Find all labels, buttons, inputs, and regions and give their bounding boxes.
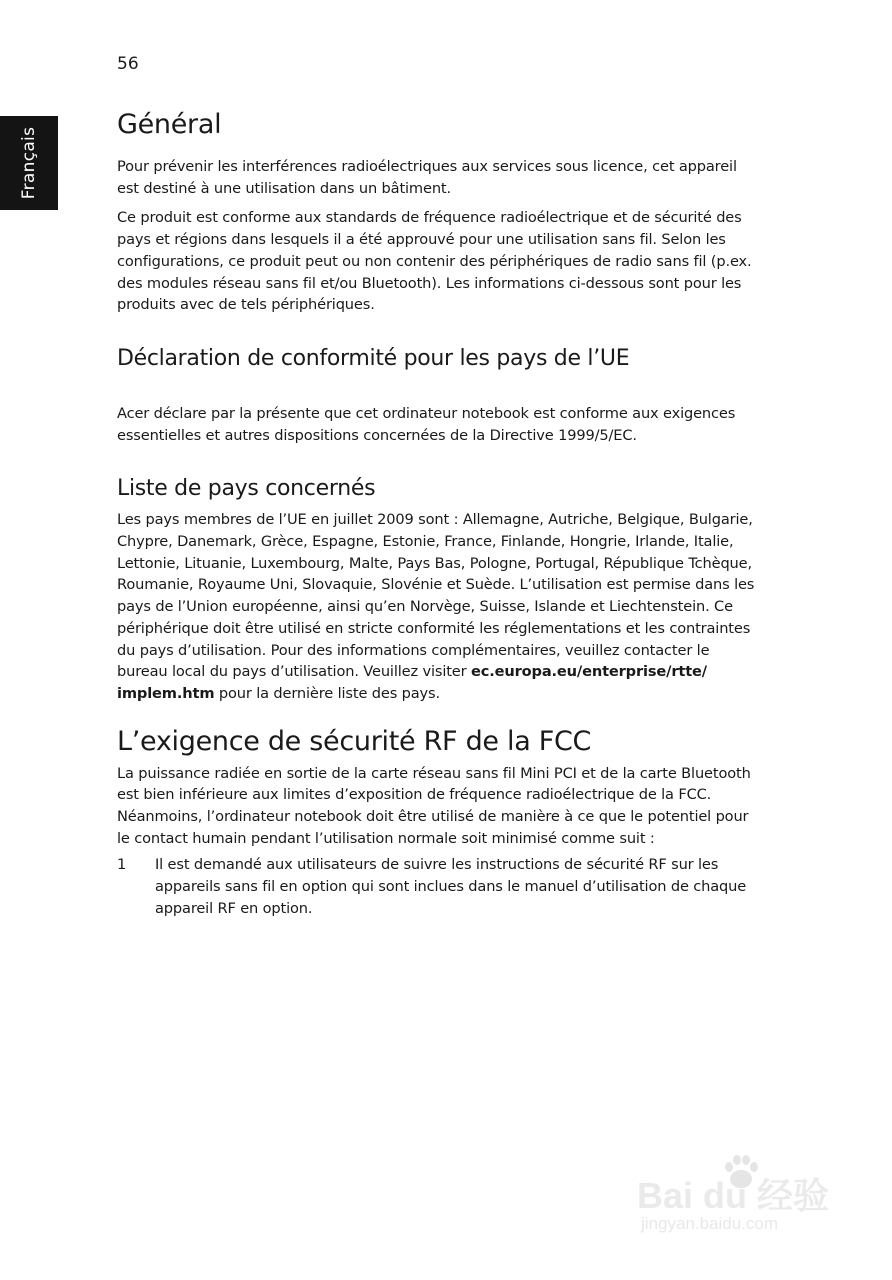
language-tab: [0, 116, 58, 210]
country-list-text-end: pour la dernière liste des pays.: [214, 684, 440, 702]
baidu-jingyan-watermark: [633, 1150, 843, 1250]
general-paragraph-1: Pour prévenir les interférences radioélectriques aux services sous licence, cet appareil est destiné à une utilisation dans un bâtiment.: [117, 158, 737, 197]
watermark-url: jingyan.baidu.com: [641, 1214, 779, 1233]
country-list-paragraph: [117, 509, 757, 704]
watermark-logo: Bai du 经验: [637, 1175, 830, 1216]
heading-declaration: Déclaration de conformité pour les pays de l’UE: [117, 345, 630, 371]
list-item-number: 1: [117, 856, 127, 874]
general-paragraph-2: Ce produit est conforme aux standards de fréquence radioélectrique et de sécurité des pays et régions dans lesquels il a été approuvé pour une utilisation sans fil. Selon les configurations, ce produit peut ou non contenir des périphériques de radio sans fil (p.ex. des modules réseau sans fil et/ou Bluetooth). Les informations ci-dessous sont pour les produits avec de tels périphériques.: [117, 209, 752, 314]
fcc-paragraph: La puissance radiée en sortie de la carte réseau sans fil Mini PCI et de la carte Bluetooth est bien inférieure aux limites d’exposition de fréquence radioélectrique de la FCC. Néanmoins, l’ordinateur notebook doit être utilisé de manière à ce que le potentiel pour le contact humain pendant l’utilisation normale soit minimisé comme suit :: [117, 764, 751, 847]
page-number: 56: [117, 54, 139, 74]
list-item-text: Il est demandé aux utilisateurs de suivre les instructions de sécurité RF sur les appareils sans fil en option qui sont inclues dans le manuel d’utilisation de chaque appareil RF en option.: [155, 856, 747, 917]
europa-link: ec.europa.eu/enterprise/rtte/ implem.htm: [117, 663, 707, 702]
heading-country-list: Liste de pays concernés: [117, 476, 376, 502]
country-list-text: Les pays membres de l’UE en juillet 2009 sont : Allemagne, Autriche, Belgique, Bulgarie, Chypre, Danemark, Grèce, Espagne, Estonie, France, Finlande, Hongrie, Irlande, Italie, Lettonie, Lituanie, Luxembourg, Malte, Pays Bas, Pologne, Portugal, République Tchèque, Roumanie, Royaume Uni, Slovaquie, Slovénie et Suède. L’utilisation est permise dans les pays de l’Union européenne, ainsi qu’en Norvège, Suisse, Islande et Liechtenstein. Ce périphérique doit être utilisé en stricte conformité les réglementations et les contraintes du pays d’utilisation. Pour des informations complémentaires, veuillez contacter le bureau local du pays d’utilisation. Veuillez visiter: [117, 511, 755, 681]
page-content: [117, 106, 757, 920]
language-tab-label: Français: [19, 126, 39, 200]
heading-fcc: L’exigence de sécurité RF de la FCC: [117, 725, 592, 757]
declaration-paragraph: Acer déclare par la présente que cet ordinateur notebook est conforme aux exigences essentielles et autres dispositions concernées de la Directive 1999/5/EC.: [117, 404, 736, 444]
numbered-list-item: [117, 854, 757, 919]
heading-general: Général: [117, 109, 222, 140]
